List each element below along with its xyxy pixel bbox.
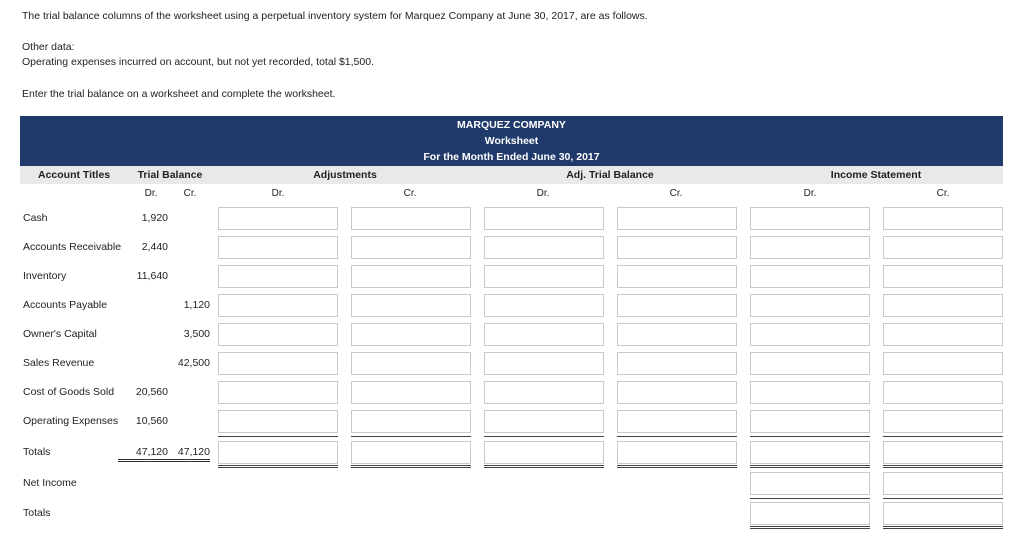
- row-label: Inventory: [23, 270, 67, 282]
- trial-balance-dr: 11,640: [136, 270, 168, 282]
- income-statement-header: Income Statement: [830, 169, 922, 181]
- is-cr-input[interactable]: [883, 207, 1003, 230]
- atb-dr-input[interactable]: [484, 265, 604, 288]
- adj-dr-input[interactable]: [218, 265, 338, 288]
- adj-dr-input[interactable]: [218, 352, 338, 375]
- atb-dr-input[interactable]: [484, 381, 604, 404]
- row-label: Cost of Goods Sold: [23, 386, 115, 398]
- is-cr-input[interactable]: [883, 472, 1003, 495]
- adj-cr-input[interactable]: [351, 441, 471, 464]
- is-cr-input[interactable]: [883, 294, 1003, 317]
- adj-dr-input[interactable]: [218, 236, 338, 259]
- other-data-text: Operating expenses incurred on account, but not yet recorded, total $1,500.: [22, 56, 374, 68]
- atb-cr-input[interactable]: [617, 441, 737, 464]
- total-rule: [351, 436, 471, 437]
- is-cr-input[interactable]: [883, 265, 1003, 288]
- is-dr-input[interactable]: [750, 265, 870, 288]
- intro-text: The trial balance columns of the worksheet using a perpetual inventory system for Marquez Company at June 30, 2017, are as follows.: [22, 10, 648, 22]
- row-label: Sales Revenue: [23, 357, 95, 369]
- adj-dr-input[interactable]: [218, 294, 338, 317]
- total-rule: [883, 436, 1003, 437]
- adj-cr-input[interactable]: [351, 294, 471, 317]
- adj-cr-input[interactable]: [351, 265, 471, 288]
- row-label: Cash: [23, 212, 48, 224]
- other-data-label: Other data:: [22, 41, 75, 53]
- trial-balance-dr: 1,920: [141, 212, 168, 224]
- is-dr-input[interactable]: [750, 502, 870, 525]
- double-rule: [883, 526, 1003, 529]
- dr-cr-header-row: [20, 185, 1003, 203]
- adj-trial-balance-header: Adj. Trial Balance: [566, 169, 654, 181]
- worksheet-period: For the Month Ended June 30, 2017: [423, 151, 600, 163]
- double-rule: [750, 526, 870, 529]
- company-name: MARQUEZ COMPANY: [457, 119, 566, 131]
- is-cr-header: Cr.: [936, 188, 950, 199]
- is-cr-input[interactable]: [883, 236, 1003, 259]
- atb-cr-input[interactable]: [617, 352, 737, 375]
- trial-balance-cr: 42,500: [177, 357, 210, 369]
- adj-dr-header: Dr.: [271, 188, 285, 199]
- trial-balance-dr: 2,440: [141, 241, 168, 253]
- atb-cr-input[interactable]: [617, 323, 737, 346]
- row-label: Totals: [23, 507, 51, 519]
- atb-cr-input[interactable]: [617, 294, 737, 317]
- double-rule: [351, 465, 471, 468]
- adj-dr-input[interactable]: [218, 381, 338, 404]
- adj-cr-input[interactable]: [351, 207, 471, 230]
- atb-cr-input[interactable]: [617, 207, 737, 230]
- atb-dr-input[interactable]: [484, 352, 604, 375]
- trial-balance-dr: 47,120: [118, 446, 168, 462]
- adj-cr-input[interactable]: [351, 352, 471, 375]
- tb-dr-header: Dr.: [144, 188, 158, 199]
- adj-cr-header: Cr.: [403, 188, 417, 199]
- is-dr-input[interactable]: [750, 323, 870, 346]
- is-cr-input[interactable]: [883, 410, 1003, 433]
- double-rule: [750, 465, 870, 468]
- is-dr-input[interactable]: [750, 441, 870, 464]
- is-dr-input[interactable]: [750, 294, 870, 317]
- is-dr-input[interactable]: [750, 207, 870, 230]
- total-rule: [750, 436, 870, 437]
- atb-dr-input[interactable]: [484, 323, 604, 346]
- row-label: Accounts Payable: [23, 299, 108, 311]
- double-rule: [218, 465, 338, 468]
- atb-dr-input[interactable]: [484, 441, 604, 464]
- worksheet-banner: [20, 116, 1003, 166]
- atb-dr-input[interactable]: [484, 207, 604, 230]
- adj-dr-input[interactable]: [218, 441, 338, 464]
- atb-cr-header: Cr.: [669, 188, 683, 199]
- trial-balance-dr: 20,560: [135, 386, 168, 398]
- row-label: Net Income: [23, 477, 77, 489]
- atb-dr-input[interactable]: [484, 236, 604, 259]
- adj-dr-input[interactable]: [218, 207, 338, 230]
- atb-dr-input[interactable]: [484, 410, 604, 433]
- is-dr-input[interactable]: [750, 352, 870, 375]
- trial-balance-cr: 1,120: [183, 299, 210, 311]
- double-rule: [883, 465, 1003, 468]
- trial-balance-cr: 3,500: [183, 328, 210, 340]
- total-rule: [750, 498, 870, 499]
- is-dr-input[interactable]: [750, 472, 870, 495]
- is-cr-input[interactable]: [883, 381, 1003, 404]
- total-rule: [218, 436, 338, 437]
- column-header-row: [20, 166, 1003, 184]
- account-titles-header: Account Titles: [38, 169, 111, 181]
- adj-dr-input[interactable]: [218, 323, 338, 346]
- adjustments-header: Adjustments: [313, 169, 377, 181]
- total-rule: [484, 436, 604, 437]
- is-dr-input[interactable]: [750, 236, 870, 259]
- row-label: Totals: [23, 446, 51, 458]
- is-cr-input[interactable]: [883, 441, 1003, 464]
- atb-dr-input[interactable]: [484, 294, 604, 317]
- adj-cr-input[interactable]: [351, 236, 471, 259]
- adj-cr-input[interactable]: [351, 410, 471, 433]
- is-dr-input[interactable]: [750, 381, 870, 404]
- worksheet-title: Worksheet: [484, 135, 539, 147]
- total-rule: [883, 498, 1003, 499]
- atb-cr-input[interactable]: [617, 265, 737, 288]
- is-dr-header: Dr.: [803, 188, 817, 199]
- trial-balance-header: Trial Balance: [137, 169, 203, 181]
- instruction-text: Enter the trial balance on a worksheet and complete the worksheet.: [22, 88, 336, 100]
- row-label: Accounts Receivable: [23, 241, 122, 253]
- is-cr-input[interactable]: [883, 352, 1003, 375]
- adj-cr-input[interactable]: [351, 323, 471, 346]
- total-rule: [617, 436, 737, 437]
- row-label: Operating Expenses: [23, 415, 119, 427]
- trial-balance-dr: 10,560: [135, 415, 168, 427]
- atb-cr-input[interactable]: [617, 236, 737, 259]
- is-cr-input[interactable]: [883, 502, 1003, 525]
- tb-cr-header: Cr.: [183, 188, 197, 199]
- is-cr-input[interactable]: [883, 323, 1003, 346]
- double-rule: [617, 465, 737, 468]
- atb-cr-input[interactable]: [617, 381, 737, 404]
- atb-cr-input[interactable]: [617, 410, 737, 433]
- row-label: Owner's Capital: [23, 328, 97, 340]
- double-rule: [484, 465, 604, 468]
- trial-balance-cr: 47,120: [160, 446, 210, 462]
- adj-dr-input[interactable]: [218, 410, 338, 433]
- is-dr-input[interactable]: [750, 410, 870, 433]
- adj-cr-input[interactable]: [351, 381, 471, 404]
- atb-dr-header: Dr.: [536, 188, 550, 199]
